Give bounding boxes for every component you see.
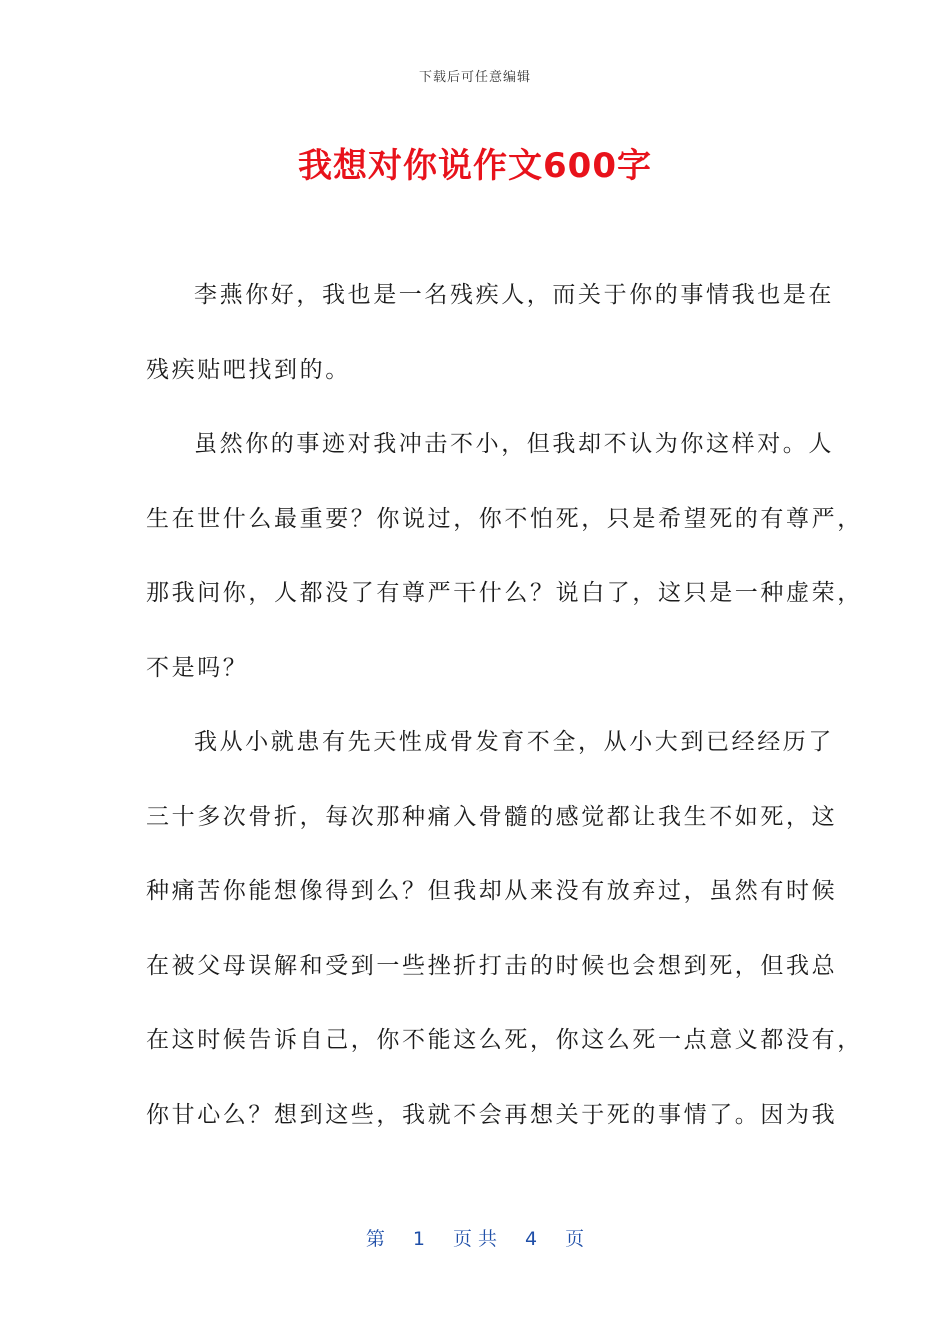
footer-suffix: 页 bbox=[565, 1228, 585, 1250]
footer-current-page: 1 bbox=[412, 1228, 425, 1250]
paragraph-line: 虽然你的事迹对我冲击不小，但我却不认为你这样对。人 bbox=[194, 431, 834, 457]
paragraph-line: 生在世什么最重要？你说过，你不怕死，只是希望死的有尊严， bbox=[146, 505, 863, 532]
paragraph-line: 在被父母误解和受到一些挫折打击的时候也会想到死，但我总 bbox=[146, 952, 838, 979]
paragraph-line: 在这时候告诉自己，你不能这么死，你这么死一点意义都没有， bbox=[146, 1027, 863, 1053]
paragraph-line: 种痛苦你能想像得到么？但我却从来没有放弃过，虽然有时候 bbox=[146, 878, 838, 904]
paragraph-line: 三十多次骨折，每次那种痛入骨髓的感觉都让我生不如死，这 bbox=[146, 803, 838, 830]
paragraph-line: 李燕你好，我也是一名残疾人，而关于你的事情我也是在 bbox=[194, 282, 834, 308]
paragraph-line: 我从小就患有先天性成骨发育不全，从小大到已经经历了 bbox=[194, 729, 834, 755]
paragraph-line: 那我问你，人都没了有尊严干什么？说白了，这只是一种虚荣， bbox=[146, 580, 863, 606]
paragraph-line: 不是吗？ bbox=[146, 654, 249, 681]
header-note: 下载后可任意编辑 bbox=[418, 70, 531, 85]
footer-prefix: 第 bbox=[365, 1228, 385, 1250]
document-title: 我想对你说作文600字 bbox=[298, 146, 652, 186]
paragraph-line: 残疾贴吧找到的。 bbox=[146, 356, 351, 383]
paragraph-line: 你甘心么？想到这些，我就不会再想关于死的事情了。因为我 bbox=[146, 1101, 838, 1128]
footer-middle: 页 共 bbox=[452, 1228, 498, 1250]
document-body bbox=[146, 258, 863, 1152]
page-footer bbox=[0, 1224, 950, 1251]
footer-total-pages: 4 bbox=[525, 1228, 538, 1250]
